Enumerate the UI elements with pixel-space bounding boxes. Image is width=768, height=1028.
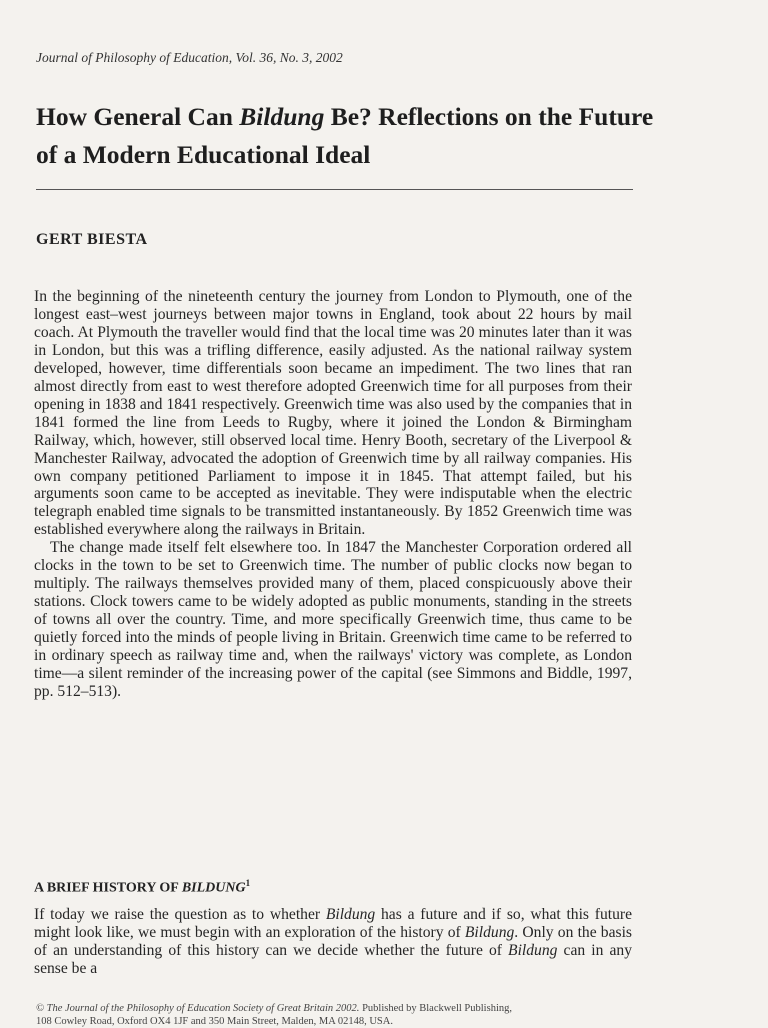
footer-publisher: Published by Blackwell Publishing,: [359, 1003, 512, 1014]
title-divider: [36, 189, 633, 190]
body-paragraph-1: In the beginning of the nineteenth century the journey from London to Plymouth, one of the longest east–west journeys between major towns in England, took about 22 hours by mail coach. At Plymouth the traveller would find that the local time was 20 minutes later than it was in London, but this was a trifling difference, easily adjusted. As the national railway system developed, however, time differentials soon became an impediment. The two lines that ran almost directly from east to west therefore adopted Greenwich time for all purposes from their opening in 1838 and 1841 respectively. Greenwich time was also used by the companies that in 1841 formed the line from Leeds to Rugby, where it joined the London & Birmingham Railway, which, however, still observed local time. Henry Booth, secretary of the Liverpool & Manchester Railway, advocated the adoption of Greenwich time by all railway companies. His own company petitioned Parliament to impose it in 1845. That attempt failed, but his arguments soon came to be accepted as inevitable. They were indisputable when the electric telegraph enabled time signals to be transmitted instantaneously. By 1852 Greenwich time was established everywhere along the railways in Britain.: [34, 288, 632, 539]
title-italic-bildung: Bildung: [239, 102, 325, 131]
section-heading: [34, 878, 250, 897]
journal-citation: Journal of Philosophy of Education, Vol. 36, No. 3, 2002: [36, 50, 343, 65]
title-part-2: Be? Reflections on the Future of a Modern Educational Ideal: [36, 102, 654, 169]
section-text-2: has a future and if so, what this future might look like, we must begin with an exploration of the history of: [34, 906, 632, 941]
author-name: GERT BIESTA: [36, 231, 148, 248]
article-title: [36, 98, 676, 174]
article-body: [34, 288, 632, 701]
section-heading-text: A BRIEF HISTORY OF: [34, 880, 182, 896]
section-text-4: can in any sense be a: [34, 942, 632, 977]
section-italic-2: Bildung: [464, 924, 515, 941]
section-heading-italic: BILDUNG: [181, 880, 246, 896]
section-italic-3: Bildung: [508, 942, 558, 959]
copyright-footer: [36, 1002, 636, 1028]
title-part-1: How General Can: [36, 102, 240, 131]
footer-copyright: © The Journal of the Philosophy of Education Society of Great Britain 2002.: [36, 1003, 360, 1014]
section-italic-1: Bildung: [325, 906, 376, 923]
body-paragraph-2: The change made itself felt elsewhere too. In 1847 the Manchester Corporation ordered all clocks in the town to be set to Greenwich time. The number of public clocks now began to multiply. The railways themselves provided many of them, placed conspicuously above their stations. Clock towers came to be widely adopted as public monuments, standing in the streets of towns all over the country. Time, and more specifically Greenwich time, thus came to be quietly forced into the minds of people living in Britain. Greenwich time came to be referred to in ordinary speech as railway time and, when the railways' victory was complete, as London time—a silent reminder of the increasing power of the capital (see Simmons and Biddle, 1997, pp. 512–513).: [34, 539, 632, 700]
footnote-marker: 1: [245, 878, 251, 888]
section-body: [34, 906, 632, 978]
footer-address: 108 Cowley Road, Oxford OX4 1JF and 350 Main Street, Malden, MA 02148, USA.: [36, 1016, 393, 1027]
section-text-1: If today we raise the question as to whether: [34, 906, 326, 923]
section-text-3: . Only on the basis of an understanding of this history can we decide whether the future of: [34, 924, 632, 959]
section-paragraph: [34, 906, 632, 978]
